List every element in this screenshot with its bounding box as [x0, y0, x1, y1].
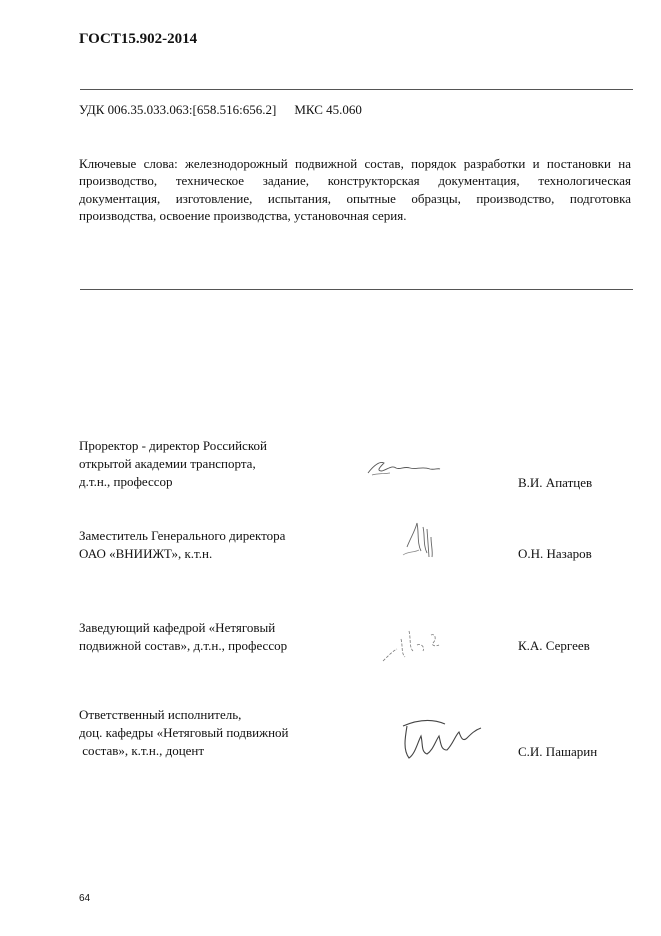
mks-code: МКС 45.060: [294, 102, 362, 117]
signatory-block: [79, 437, 639, 497]
signatory-title: Проректор - директор Российской открытой академии транспорта, д.т.н., профессор: [79, 438, 267, 489]
page-number: 64: [79, 893, 91, 904]
udc-code: УДК 006.35.033.063:[658.516:656.2]: [79, 102, 277, 117]
signatory-title: Заместитель Генерального директора ОАО «ВНИИЖТ», к.т.н.: [79, 528, 286, 561]
signatory-block: [79, 706, 639, 766]
bottom-divider: [80, 289, 633, 290]
signatory-block: [79, 619, 639, 679]
top-divider: [80, 89, 633, 90]
signature-image: [397, 714, 487, 764]
signatory-name: К.А. Сергеев: [518, 638, 590, 653]
signatory-name: О.Н. Назаров: [518, 546, 592, 561]
signatory-block: [79, 527, 639, 587]
signature-image: [397, 517, 447, 562]
signatory-name: С.И. Пашарин: [518, 744, 598, 759]
signature-image: [379, 621, 459, 665]
signatory-title: Заведующий кафедрой «Нетяговый подвижной состав», д.т.н., профессор: [79, 620, 288, 653]
standard-title: ГОСТ15.902-2014: [79, 31, 198, 47]
keywords-paragraph: Ключевые слова: железнодорожный подвижной состав, порядок разработки и постановки на производство, техническое задание, конструкторская документация, технологическая документация, изготовление, испытания, опытные образцы, производство, подготовка производства, освоение производства, установочная серия.: [79, 156, 631, 224]
signatory-title: Ответственный исполнитель, доц. кафедры «Нетяговый подвижной состав», к.т.н., доцент: [79, 707, 289, 758]
classification-line: [79, 102, 362, 118]
signatory-name: В.И. Апатцев: [518, 475, 593, 490]
signature-image: [364, 451, 444, 481]
